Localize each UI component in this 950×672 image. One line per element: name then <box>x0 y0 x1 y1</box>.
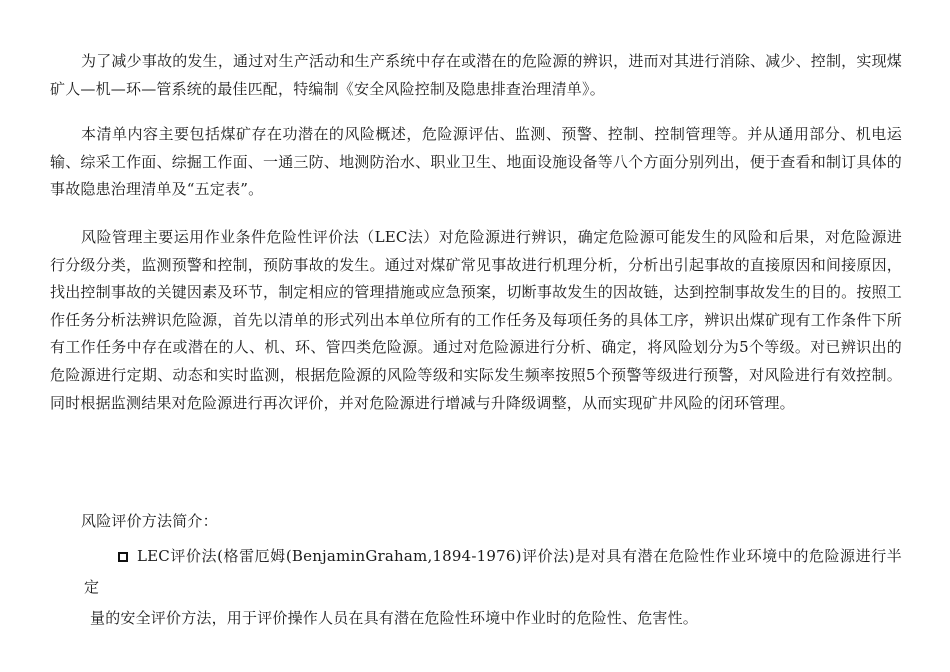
bullet-line-1 <box>84 541 902 603</box>
paragraph-purpose: 为了减少事故的发生，通过对生产活动和生产系统中存在或潜在的危险源的辨识，进而对其进行消除、减少、控制，实现煤矿人—机—环—管系统的最佳匹配，特编制《安全风险控制及隐患排查治理清单》。 <box>50 52 902 98</box>
checkbox-square-icon <box>118 552 128 562</box>
method-intro-heading: 风险评价方法简介： <box>81 512 218 530</box>
bullet-lec-method <box>84 541 902 634</box>
bullet-text-line-1: LEC评价法(格雷厄姆(BenjaminGraham,1894-1976)评价法)是对具有潜在危险性作业环境中的危险源进行半定 <box>84 547 902 596</box>
bullet-text-line-2: 量的安全评价方法，用于评价操作人员在具有潜在危险性环境中作业时的危险性、危害性。 <box>90 609 699 627</box>
paragraph-risk-management: 风险管理主要运用作业条件危险性评价法（LEC法）对危险源进行辨识，确定危险源可能发生的风险和后果，对危险源进行分级分类，监测预警和控制，预防事故的发生。通过对煤矿常见事故进行机理分析，分析出引起事故的直接原因和间接原因，找出控制事故的关键因素及环节，制定相应的管理措施或应急预案，切断事故发生的因故链，达到控制事故发生的目的。按照工作任务分析法辨识危险源，首先以清单的形式列出本单位所有的工作任务及每项任务的具体工序，辨识出煤矿现有工作条件下所有工作任务中存在或潜在的人、机、环、管四类危险源。通过对危险源进行分析、确定，将风险划分为5个等级。对已辨识出的危险源进行定期、动态和实时监测，根据危险源的风险等级和实际发生频率按照5个预警等级进行预警，对风险进行有效控制。同时根据监测结果对危险源进行再次评价，并对危险源进行增减与升降级调整，从而实现矿井风险的闭环管理。 <box>50 228 902 412</box>
paragraph-scope: 本清单内容主要包括煤矿存在功潜在的风险概述，危险源评估、监测、预警、控制、控制管理等。并从通用部分、机电运输、综采工作面、综掘工作面、一通三防、地测防治水、职业卫生、地面设施设备等八个方面分别列出，便于查看和制订具体的事故隐患治理清单及“五定表”。 <box>50 125 902 199</box>
bullet-line-2-wrap <box>84 603 902 634</box>
